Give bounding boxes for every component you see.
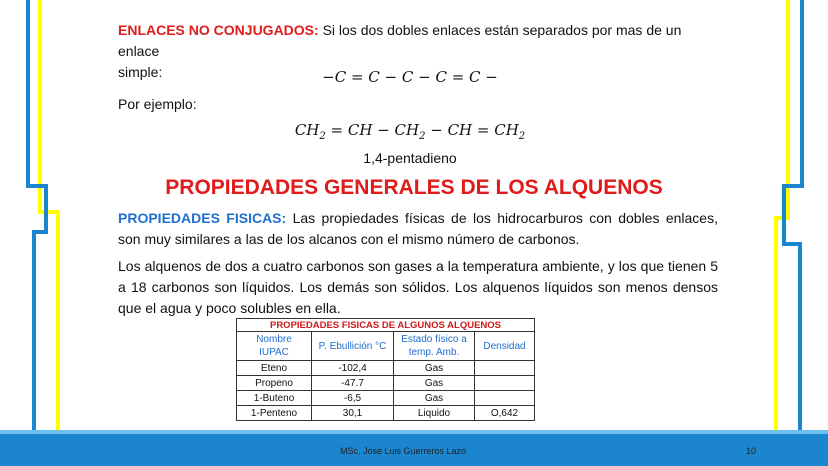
- non-conjugated-text: Si los dos dobles enlaces están separados por mas de un enlace: [118, 22, 682, 59]
- page-number: 10: [746, 446, 757, 456]
- alkene-properties-table: [236, 318, 535, 421]
- formula-sub-c: 2: [518, 131, 526, 142]
- formula-sub-b: 2: [419, 131, 426, 142]
- formula-part-c: − CH = CH: [425, 121, 519, 139]
- alkenes-state-paragraph: Los alquenos de dos a cuatro carbonos son gases a la temperatura ambiente, y los que tienen 5 a 18 carbonos son líquidos. Los demás son sólidos. Los alquenos líquidos son menos densos que el agua y poco solubles en ella.: [118, 258, 718, 316]
- table-cell: Eteno: [237, 361, 312, 376]
- non-conjugated-text-2: simple:: [118, 64, 163, 80]
- formula-part-a: CH: [294, 121, 320, 139]
- physical-properties-label: PROPIEDADES FISICAS:: [118, 210, 287, 226]
- table-row: [237, 376, 535, 391]
- table-cell: O,642: [475, 406, 535, 421]
- table-cell: Propeno: [237, 376, 312, 391]
- footer-author: MSc. José Luis Guerreros Lazo: [340, 446, 467, 456]
- table-cell: [475, 391, 535, 406]
- header-name: Nombre IUPAC: [237, 332, 312, 361]
- general-formula: −C = C − C − C = C −: [322, 68, 498, 86]
- table-cell: Gas: [394, 391, 475, 406]
- table-row: [237, 406, 535, 421]
- table-cell: 30,1: [312, 406, 394, 421]
- table-title: PROPIEDADES FISICAS DE ALGUNOS ALQUENOS: [237, 319, 535, 332]
- table-cell: 1-Penteno: [237, 406, 312, 421]
- non-conjugated-label: ENLACES NO CONJUGADOS:: [118, 22, 319, 38]
- footer-highlight-strip: [0, 430, 828, 434]
- header-boiling-point: P. Ebullición °C: [312, 332, 394, 361]
- example-label: Por ejemplo:: [118, 96, 197, 112]
- physical-properties-text: Las propiedades físicas de los hidrocarburos con dobles enlaces, son muy similares a las de los alcanos con el mismo número de carbonos.: [118, 210, 718, 247]
- section-title: PROPIEDADES GENERALES DE LOS ALQUENOS: [165, 176, 663, 199]
- table-cell: [475, 361, 535, 376]
- physical-properties-paragraph: [118, 208, 718, 250]
- formula-sub-a: 2: [319, 131, 326, 142]
- table-cell: Gas: [394, 376, 475, 391]
- example-formula: [230, 121, 590, 142]
- table-cell: -102,4: [312, 361, 394, 376]
- header-physical-state: Estado físico a temp. Amb.: [394, 332, 475, 361]
- table-cell: 1-Buteno: [237, 391, 312, 406]
- compound-name: 1,4-pentadieno: [363, 150, 457, 166]
- table-cell: -47.7: [312, 376, 394, 391]
- table-row: [237, 391, 535, 406]
- table-row: [237, 361, 535, 376]
- table-cell: Gas: [394, 361, 475, 376]
- formula-part-b: = CH − CH: [325, 121, 420, 139]
- table-cell: Liquido: [394, 406, 475, 421]
- table-cell: [475, 376, 535, 391]
- table-cell: -6,5: [312, 391, 394, 406]
- header-density: Densidad: [475, 332, 535, 361]
